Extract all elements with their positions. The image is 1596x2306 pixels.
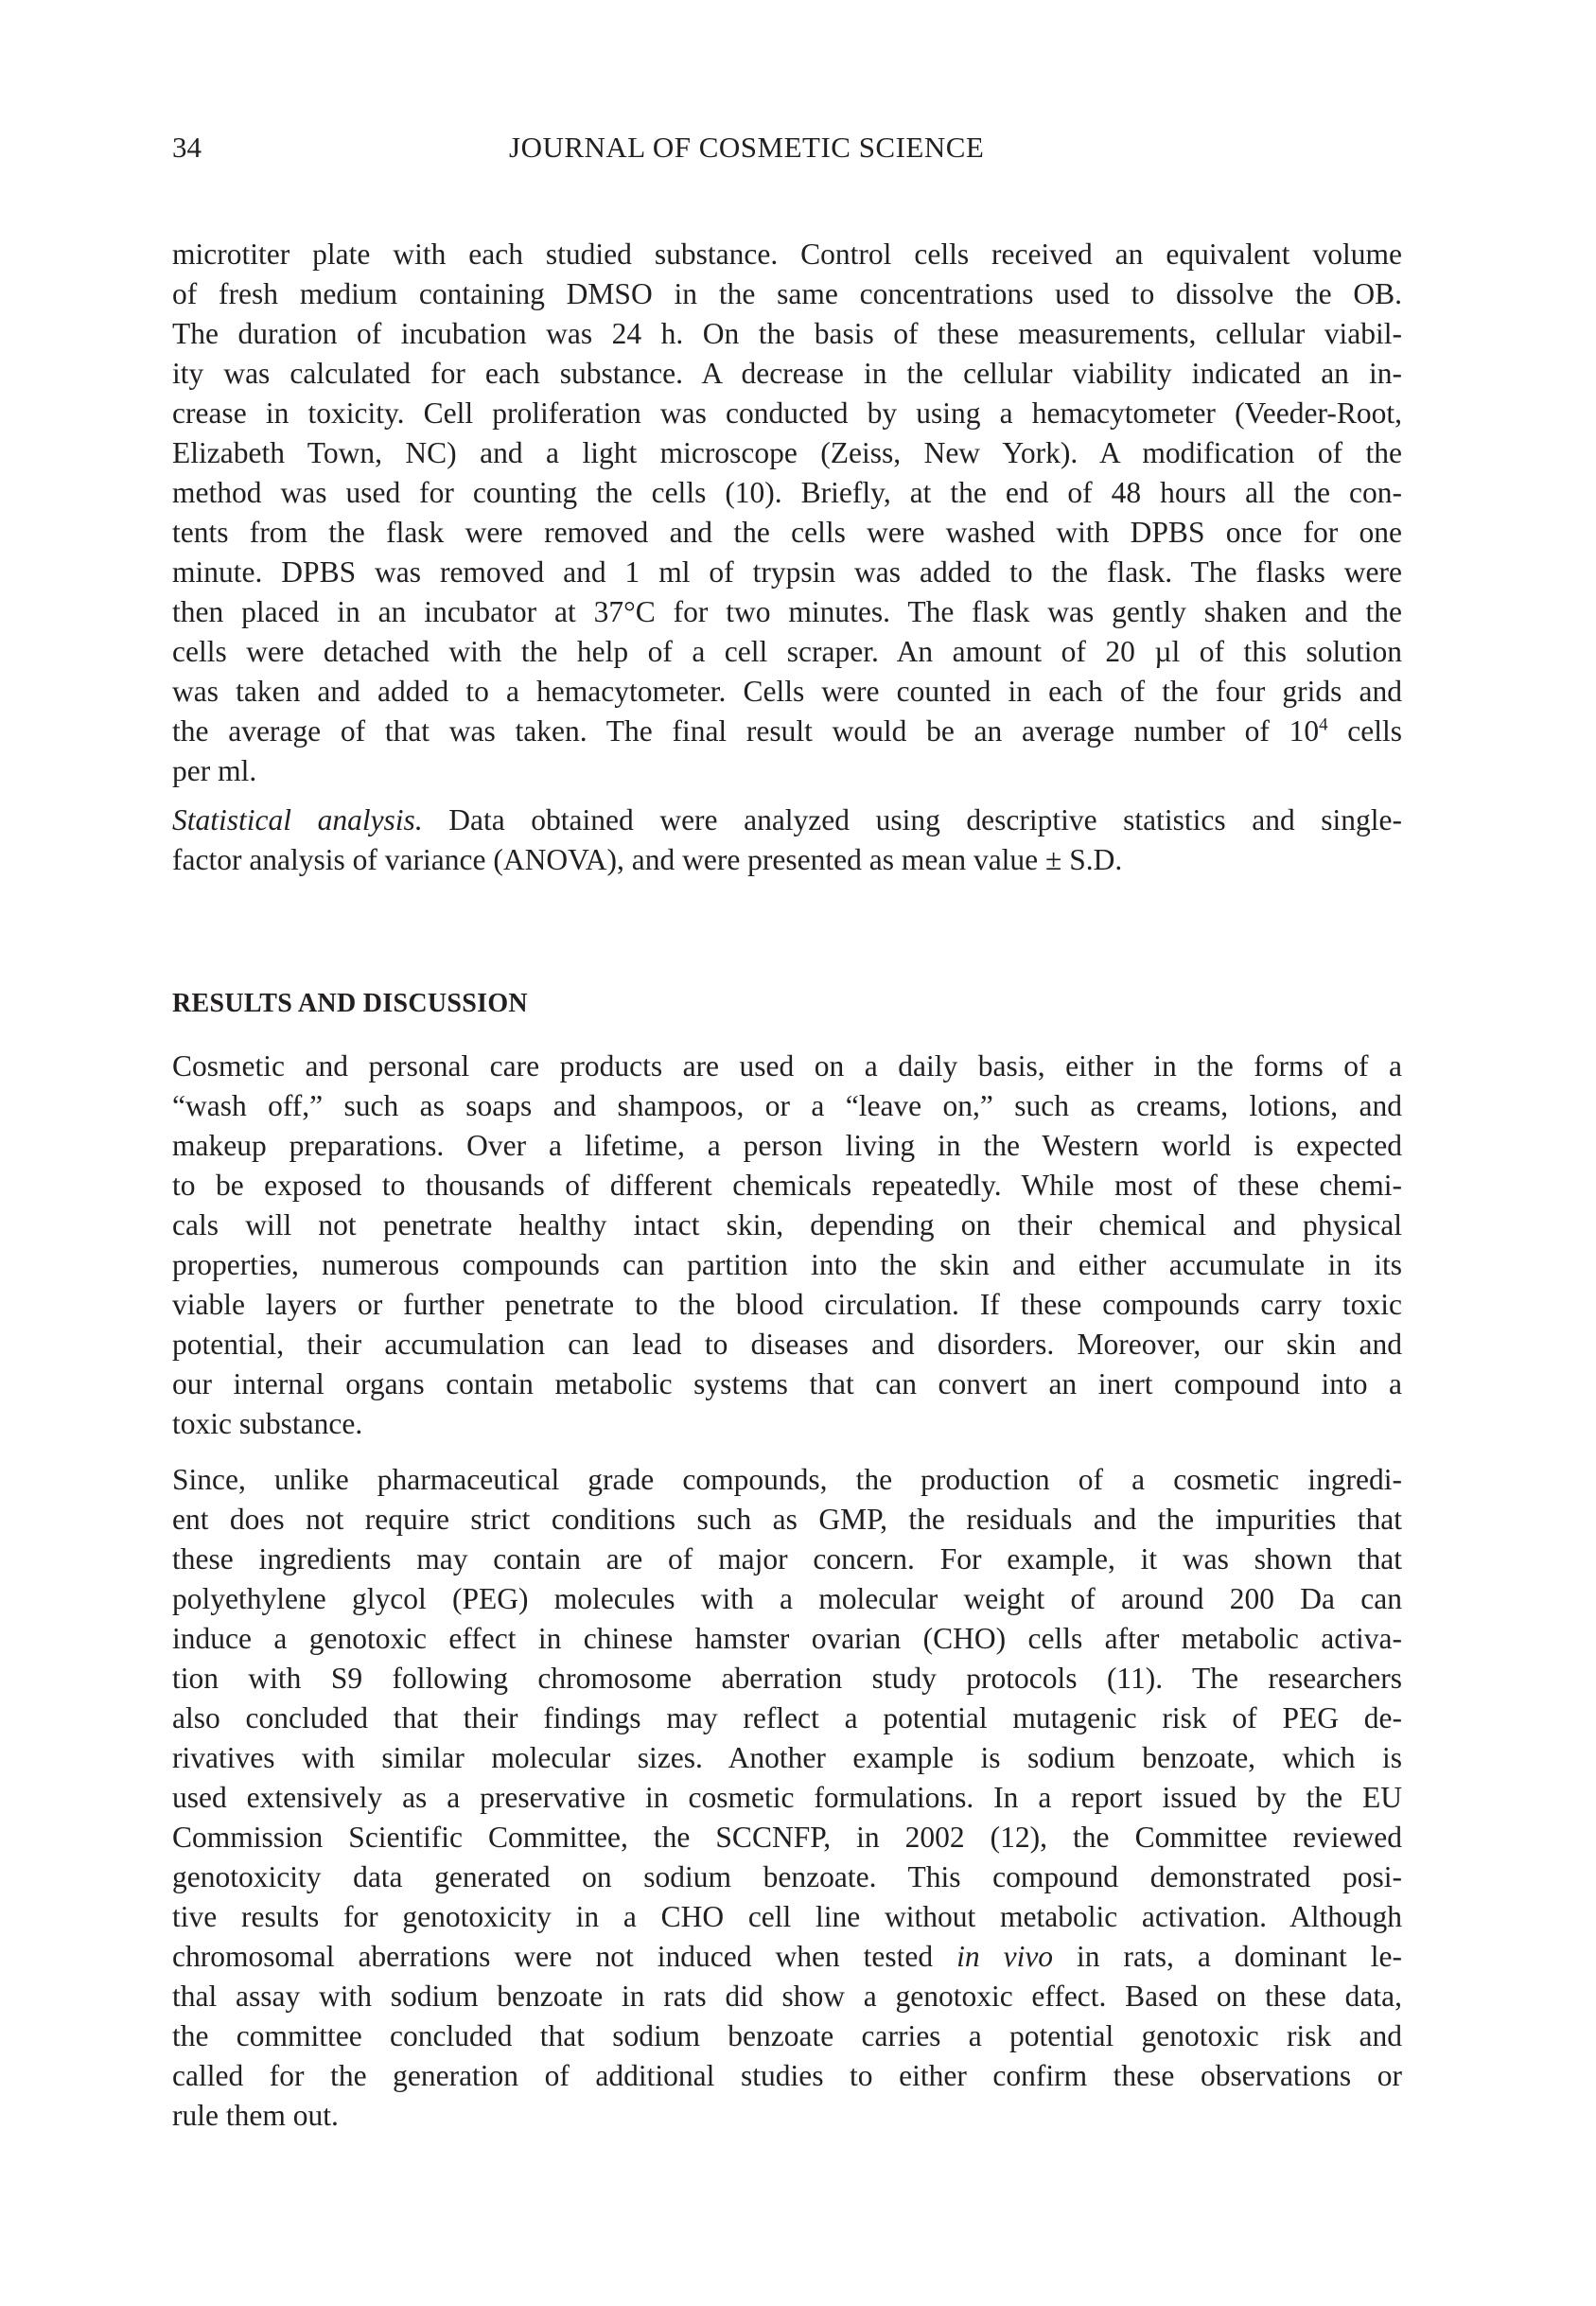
text-line: induce a genotoxic effect in chinese hamster ovarian (CHO) cells after metabolic activa- (172, 1622, 1402, 1655)
results-paragraph-1 (172, 1047, 1402, 1444)
text-line: also concluded that their findings may reflect a potential mutagenic risk of PEG de- (172, 1701, 1402, 1734)
text-fragment: Data obtained were analyzed using descriptive statistics and single- (422, 803, 1402, 836)
text-line (172, 712, 1402, 751)
journal-title: JOURNAL OF COSMETIC SCIENCE (509, 131, 985, 164)
text-line: factor analysis of variance (ANOVA), and were presented as mean value ± S.D. (172, 843, 1123, 876)
text-line: to be exposed to thousands of different chemicals repeatedly. While most of these chemi- (172, 1169, 1402, 1202)
text-line: The duration of incubation was 24 h. On the basis of these measurements, cellular viabil- (172, 317, 1402, 350)
text-line: rivatives with similar molecular sizes. Another example is sodium benzoate, which is (172, 1741, 1402, 1774)
text-line: was taken and added to a hemacytometer. Cells were counted in each of the four grids and (172, 675, 1402, 708)
text-line: microtiter plate with each studied substance. Control cells received an equivalent volume (172, 238, 1402, 271)
text-line: toxic substance. (172, 1407, 363, 1440)
text-line: of fresh medium containing DMSO in the same concentrations used to dissolve the OB. (172, 277, 1402, 310)
text-line: thal assay with sodium benzoate in rats did show a genotoxic effect. Based on these data, (172, 1980, 1402, 2013)
text-fragment: chromosomal aberrations were not induced when tested (172, 1940, 957, 1973)
text-line: Commission Scientific Committee, the SCCNFP, in 2002 (12), the Committee reviewed (172, 1821, 1402, 1854)
text-fragment: the average of that was taken. The final result would be an average number of 10 (172, 714, 1320, 748)
italic-term: in vivo (956, 1940, 1054, 1973)
text-line: genotoxicity data generated on sodium benzoate. This compound demonstrated posi- (172, 1860, 1402, 1893)
text-line: properties, numerous compounds can partition into the skin and either accumulate in its (172, 1248, 1402, 1281)
text-line: tive results for genotoxicity in a CHO cell line without metabolic activation. Although (172, 1900, 1402, 1933)
run-in-heading: Statistical analysis. (172, 803, 423, 836)
text-line: Cosmetic and personal care products are used on a daily basis, either in the forms of a (172, 1049, 1402, 1083)
page-number: 34 (172, 131, 202, 164)
text-line: our internal organs contain metabolic systems that can convert an inert compound into a (172, 1367, 1402, 1400)
text-line: used extensively as a preservative in cosmetic formulations. In a report issued by the EU (172, 1781, 1402, 1814)
text-line: crease in toxicity. Cell proliferation was conducted by using a hemacytometer (Veeder-Root, (172, 396, 1402, 430)
text-line: the committee concluded that sodium benzoate carries a potential genotoxic risk and (172, 2019, 1402, 2052)
text-fragment: cells (1327, 714, 1402, 748)
superscript-exponent: 4 (1319, 714, 1328, 735)
section-heading: RESULTS AND DISCUSSION (172, 989, 528, 1018)
text-line (172, 801, 1402, 840)
text-line: polyethylene glycol (PEG) molecules with a molecular weight of around 200 Da can (172, 1582, 1402, 1615)
text-line: rule them out. (172, 2099, 339, 2132)
results-paragraph-2 (172, 1460, 1402, 2136)
text-line: ent does not require strict conditions such as GMP, the residuals and the impurities that (172, 1503, 1402, 1536)
text-line: these ingredients may contain are of major concern. For example, it was shown that (172, 1542, 1402, 1575)
text-line (172, 1937, 1402, 1977)
text-line: Since, unlike pharmaceutical grade compounds, the production of a cosmetic ingredi- (172, 1463, 1402, 1496)
text-line: ity was calculated for each substance. A decrease in the cellular viability indicated an in- (172, 357, 1402, 390)
text-line: minute. DPBS was removed and 1 ml of trypsin was added to the flask. The flasks were (172, 555, 1402, 589)
text-line: cals will not penetrate healthy intact skin, depending on their chemical and physical (172, 1208, 1402, 1241)
text-line: tion with S9 following chromosome aberration study protocols (11). The researchers (172, 1662, 1402, 1695)
methods-paragraph (172, 235, 1402, 791)
text-line: potential, their accumulation can lead to diseases and disorders. Moreover, our skin and (172, 1328, 1402, 1361)
text-line: “wash off,” such as soaps and shampoos, or a “leave on,” such as creams, lotions, and (172, 1089, 1402, 1122)
text-line: makeup preparations. Over a lifetime, a person living in the Western world is expected (172, 1129, 1402, 1162)
statistical-analysis-paragraph (172, 801, 1402, 880)
text-line: tents from the flask were removed and the cells were washed with DPBS once for one (172, 516, 1402, 549)
text-line: viable layers or further penetrate to the blood circulation. If these compounds carry toxic (172, 1288, 1402, 1321)
text-line: per ml. (172, 754, 257, 787)
text-line: called for the generation of additional studies to either confirm these observations or (172, 2059, 1402, 2092)
text-fragment: in rats, a dominant le- (1053, 1940, 1402, 1973)
text-line: Elizabeth Town, NC) and a light microscope (Zeiss, New York). A modification of the (172, 436, 1402, 469)
text-line: then placed in an incubator at 37°C for two minutes. The flask was gently shaken and the (172, 595, 1402, 628)
text-line: cells were detached with the help of a cell scraper. An amount of 20 µl of this solution (172, 635, 1402, 668)
running-head (172, 131, 1402, 168)
text-line: method was used for counting the cells (10). Briefly, at the end of 48 hours all the con- (172, 476, 1402, 509)
